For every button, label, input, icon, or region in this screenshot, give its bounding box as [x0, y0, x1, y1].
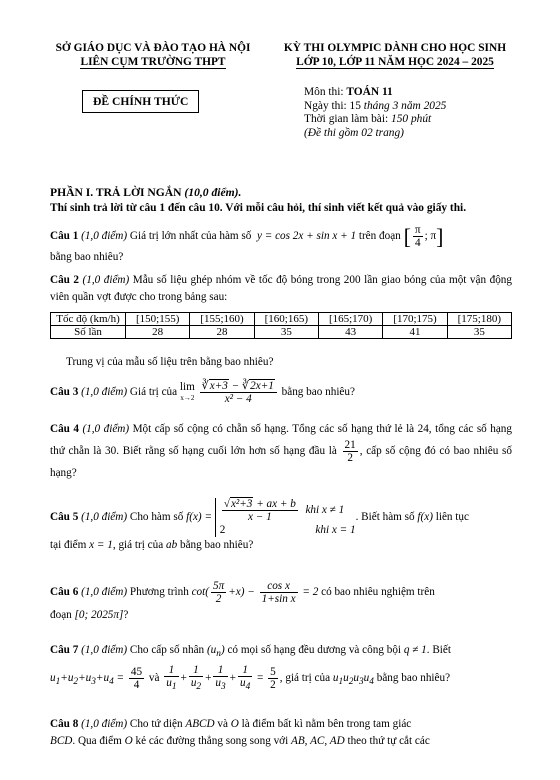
- question-2: Câu 2 (1,0 điểm) Mẫu số liệu ghép nhóm về tốc độ bóng trong 200 lần giao bóng của một vận động viên quần vợt được cho trong bảng sau:: [50, 274, 512, 303]
- table-cell: [150;155): [126, 313, 190, 326]
- issuer-line-2: LIÊN CỤM TRƯỜNG THPT: [80, 55, 226, 68]
- table-cell: 43: [318, 326, 382, 339]
- table-cell: [165;170): [318, 313, 382, 326]
- q6-equation: cot( $\frac{5\pi}{2}$ +x) − $\frac{\text{cos x}}{\text{1+sin x}}$ = 2: [191, 580, 319, 605]
- table-cell: [160;165): [254, 313, 318, 326]
- issuer-block: [46, 42, 260, 69]
- table-header-speed: Tốc độ (km/h): [51, 313, 126, 326]
- question-6: Câu 6 (1,0 điểm) Phương trình cot( $\frac{5\pi}{2}$ +x) − $\frac{\text{cos x}}{\text{1+sin x}}$ = 2 có bao nhiêu nghiệm trên đoạn [0; 2025π]?: [50, 580, 435, 621]
- q5-piecewise: $\frac{\text{√x²+3 + ax + b}}{x - 1}$ khi x ≠ 1 2 khi x = 1: [215, 498, 356, 537]
- exam-title-line-2: LỚP 10, LỚP 11 NĂM HỌC 2024 – 2025: [296, 55, 494, 68]
- question-4: Câu 4 (1,0 điểm) Một cấp số cộng có chẵn số hạng. Tổng các số hạng thứ lẻ là 24, tổng các số hạng thứ chẵn là 30. Biết rằng số hạng cuối lớn hơn số hạng đầu là $\frac{21}{2}$ , cấp số cộng đó có bao nhiêu số hạng?: [50, 423, 512, 479]
- time-line: Thời gian làm bài: 150 phút: [304, 113, 432, 125]
- section-instruction: Thí sinh trả lời từ câu 1 đến câu 10. Với mỗi câu hỏi, thí sinh viết kết quả vào giấy thi.: [50, 202, 467, 214]
- table-cell: [155;160): [190, 313, 254, 326]
- table-cell: 41: [383, 326, 447, 339]
- table-cell: [170;175): [383, 313, 447, 326]
- q1-interval: [ $\frac{\pi}{4}$ ; π]: [403, 224, 444, 249]
- table-row: [51, 326, 512, 339]
- date-line: Ngày thi: 15 tháng 3 năm 2025: [304, 99, 447, 112]
- pages-note: (Đề thi gồm 02 trang): [304, 126, 404, 139]
- table-cell: 35: [254, 326, 318, 339]
- question-1: Câu 1 (1,0 điểm) Giá trị lớn nhất của hàm số y = cos 2x + sin x + 1 trên đoạn [ $\frac{\pi}{4}$ ; π] bằng bao nhiêu?: [50, 224, 444, 263]
- question-5: Câu 5 (1,0 điểm) Cho hàm số f(x) = $\frac{\text{√x²+3 + ax + b}}{x - 1}$ khi x ≠ 1 2 khi x = 1. Biết hàm số f(x) liên tục tại điểm x = 1, giá trị của ab bằng bao nhiêu?: [50, 498, 469, 551]
- section-title: PHẦN I. TRẢ LỜI NGẮN (10,0 điểm).: [50, 186, 242, 199]
- exam-title-block: [270, 42, 520, 69]
- table-cell: 28: [126, 326, 190, 339]
- exam-title-line-1: KỲ THI OLYMPIC DÀNH CHO HỌC SINH: [283, 42, 507, 54]
- question-7: Câu 7 (1,0 điểm) Cho cấp số nhân $(u_n)$ có mọi số hạng đều dương và công bội q ≠ 1. Biết $u_1+u_2+u_3+u_4$ = $\frac{45}{4}$ và $\frac{1}{u_1}$ + $\frac{1}{u_2}$ + $\frac{1}{u_3}$ + $\frac{1}{u_4}$ = $\frac{5}{2}$ , giá trị của $u_1u_2u_3u_4$ bằng bao nhiêu?: [50, 644, 451, 693]
- table-cell: [175;180): [447, 313, 511, 326]
- issuer-line-1: SỞ GIÁO DỤC VÀ ĐÀO TẠO HÀ NỘI: [55, 42, 251, 54]
- question-8: Câu 8 (1,0 điểm) Cho tứ diện ABCD và O là điểm bất kì nằm bên trong tam giác BCD. Qua điểm O kẻ các đường thẳng song song với AB, AC, AD theo thứ tự cắt các: [50, 718, 430, 747]
- exam-info: [304, 86, 446, 140]
- table-cell: 35: [447, 326, 511, 339]
- official-badge: ĐỀ CHÍNH THỨC: [82, 90, 199, 113]
- table-caption: Trung vị của mẫu số liệu trên bằng bao nhiêu?: [66, 356, 274, 368]
- table-cell: 28: [190, 326, 254, 339]
- question-3: Câu 3 (1,0 điểm) Giá trị của lim x→2 $\frac{∛x+3 - ∛2x+1}{\text{x² − 4}}$ bằng bao nhiêu?: [50, 380, 355, 405]
- table-row: [51, 313, 512, 326]
- q1-formula: y = cos 2x + sin x + 1: [256, 230, 357, 243]
- table-header-count: Số lần: [51, 326, 126, 339]
- speed-table: [50, 312, 512, 339]
- subject-line: Môn thi: TOÁN 11: [304, 86, 393, 98]
- q4-fraction: $\frac{21}{2}$: [344, 439, 356, 464]
- q3-limit: lim x→2 $\frac{∛x+3 - ∛2x+1}{\text{x² − 4}}$: [180, 380, 279, 405]
